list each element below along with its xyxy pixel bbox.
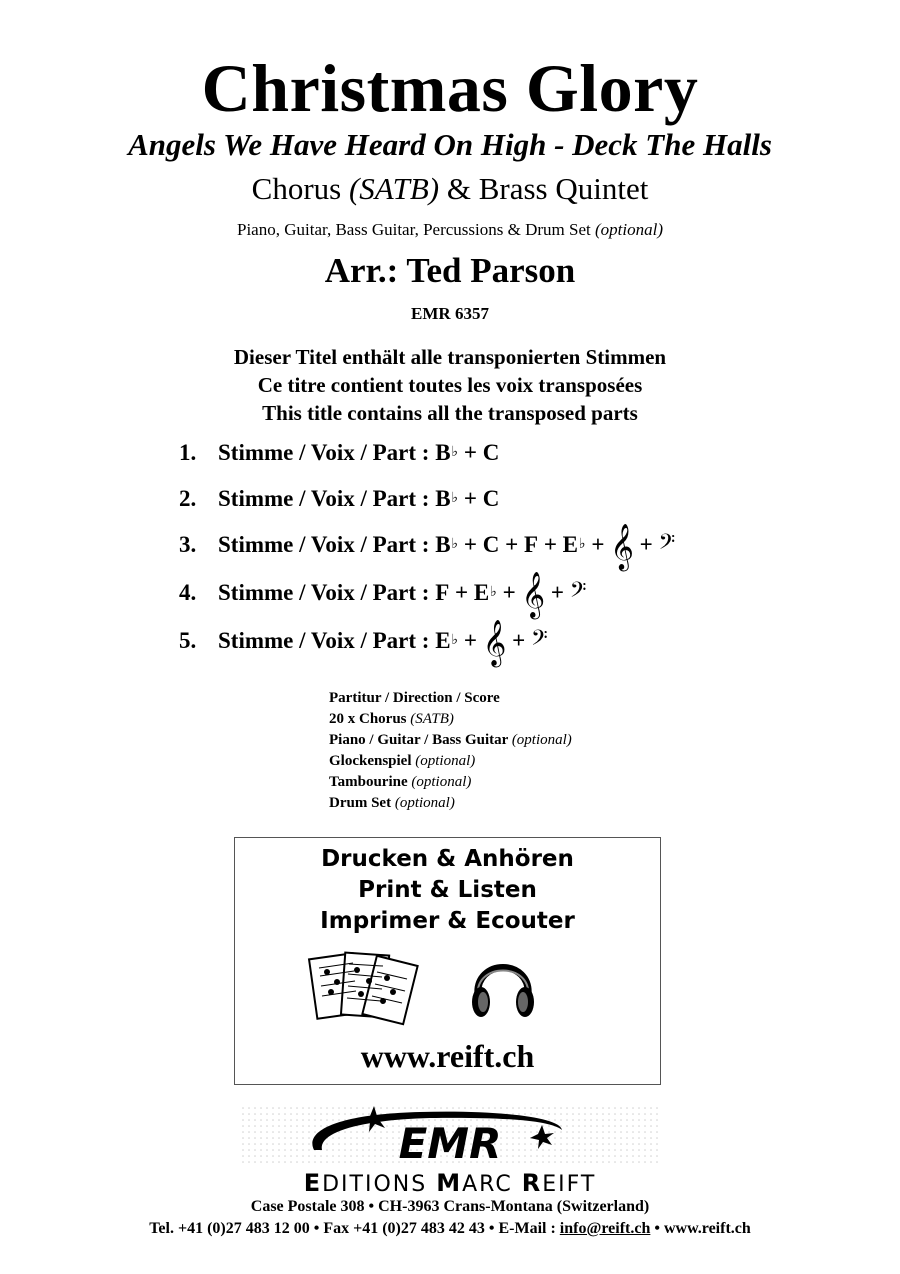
download-line-fr: Imprimer & Ecouter <box>320 908 575 934</box>
treble-clef-icon: 𝄞 <box>521 572 546 618</box>
contents-glockenspiel: Glockenspiel (optional) <box>329 753 476 769</box>
part-label: Stimme / Voix / Part : <box>218 580 430 605</box>
contents-chorus: 20 x Chorus (SATB) <box>329 711 454 727</box>
flat-sign: ♭ <box>451 537 459 552</box>
bass-clef-icon: 𝄢 <box>531 626 548 656</box>
emr-logo-text: EMR <box>398 1119 502 1168</box>
part-label: Stimme / Voix / Part : <box>218 440 430 465</box>
transposed-notice-en: This title contains all the transposed parts <box>262 401 638 425</box>
transposed-notice-de: Dieser Titel enthält alle transponierten Stimmen <box>233 345 667 369</box>
email-link[interactable]: info@reift.ch <box>559 1220 651 1237</box>
publisher-address: Case Postale 308 • CH-3963 Crans-Montana (Switzerland) <box>250 1198 650 1215</box>
arranger: Arr.: Ted Parson <box>324 251 576 290</box>
flat-sign: ♭ <box>451 633 459 648</box>
page-title: Christmas Glory <box>201 50 699 126</box>
flat-sign: ♭ <box>451 491 459 506</box>
contents-piano: Piano / Guitar / Bass Guitar (optional) <box>329 732 572 748</box>
catalog-number: EMR 6357 <box>411 304 489 323</box>
optional-instruments: Piano, Guitar, Bass Guitar, Percussions & Drum Set (optional) <box>237 220 663 239</box>
download-line-en: Print & Listen <box>358 877 537 903</box>
bass-clef-icon: 𝄢 <box>569 578 587 608</box>
flat-sign: ♭ <box>490 585 497 600</box>
headphones-icon <box>468 948 538 1024</box>
transposed-notice-fr: Ce titre contient toutes les voix transposées <box>257 373 643 397</box>
part-label: Stimme / Voix / Part : <box>218 532 430 557</box>
contents-drum-set: Drum Set (optional) <box>329 795 455 811</box>
part-line-5: 5. Stimme / Voix / Part : E ♭ + 𝄞 + 𝄢 <box>179 620 548 666</box>
part-line-3: 3. Stimme / Voix / Part : B ♭ + C + F + E ♭ + 𝄞 + 𝄢 <box>179 524 676 570</box>
download-box <box>234 837 661 1085</box>
part-line-2: 2. Stimme / Voix / Part : B ♭ + C <box>179 484 499 514</box>
sheet-music-icon <box>307 946 419 1032</box>
publisher-name: EDITIONS MARC REIFT <box>303 1169 597 1197</box>
contents-tambourine: Tambourine (optional) <box>329 774 472 790</box>
publisher-contact: Tel. +41 (0)27 483 12 00 • Fax +41 (0)27 483 42 43 • E-Mail : info@reift.ch • www.reift.ch <box>149 1220 751 1237</box>
part-label: Stimme / Voix / Part : <box>218 628 430 653</box>
treble-clef-icon: 𝄞 <box>482 620 507 666</box>
bass-clef-icon: 𝄢 <box>658 530 676 560</box>
instrumentation: Chorus (SATB) & Brass Quintet <box>251 171 649 206</box>
part-line-4: 4. Stimme / Voix / Part : F + E ♭ + 𝄞 + 𝄢 <box>179 572 587 618</box>
treble-clef-icon: 𝄞 <box>610 524 634 570</box>
part-line-1: 1. Stimme / Voix / Part : B ♭ + C <box>179 438 499 468</box>
flat-sign: ♭ <box>451 445 459 460</box>
part-label: Stimme / Voix / Part : <box>218 486 430 511</box>
part-number: 5. <box>179 628 197 653</box>
part-number: 1. <box>179 440 197 465</box>
contents-score: Partitur / Direction / Score <box>329 690 500 706</box>
emr-logo <box>300 1106 600 1168</box>
flat-sign: ♭ <box>579 537 586 552</box>
subtitle: Angels We Have Heard On High - Deck The Halls <box>128 127 772 162</box>
part-number: 2. <box>179 486 197 511</box>
download-line-de: Drucken & Anhören <box>321 846 574 872</box>
part-number: 3. <box>179 532 197 557</box>
website-url[interactable]: www.reift.ch <box>360 1038 535 1074</box>
part-number: 4. <box>179 580 197 605</box>
contents-list <box>329 688 572 814</box>
